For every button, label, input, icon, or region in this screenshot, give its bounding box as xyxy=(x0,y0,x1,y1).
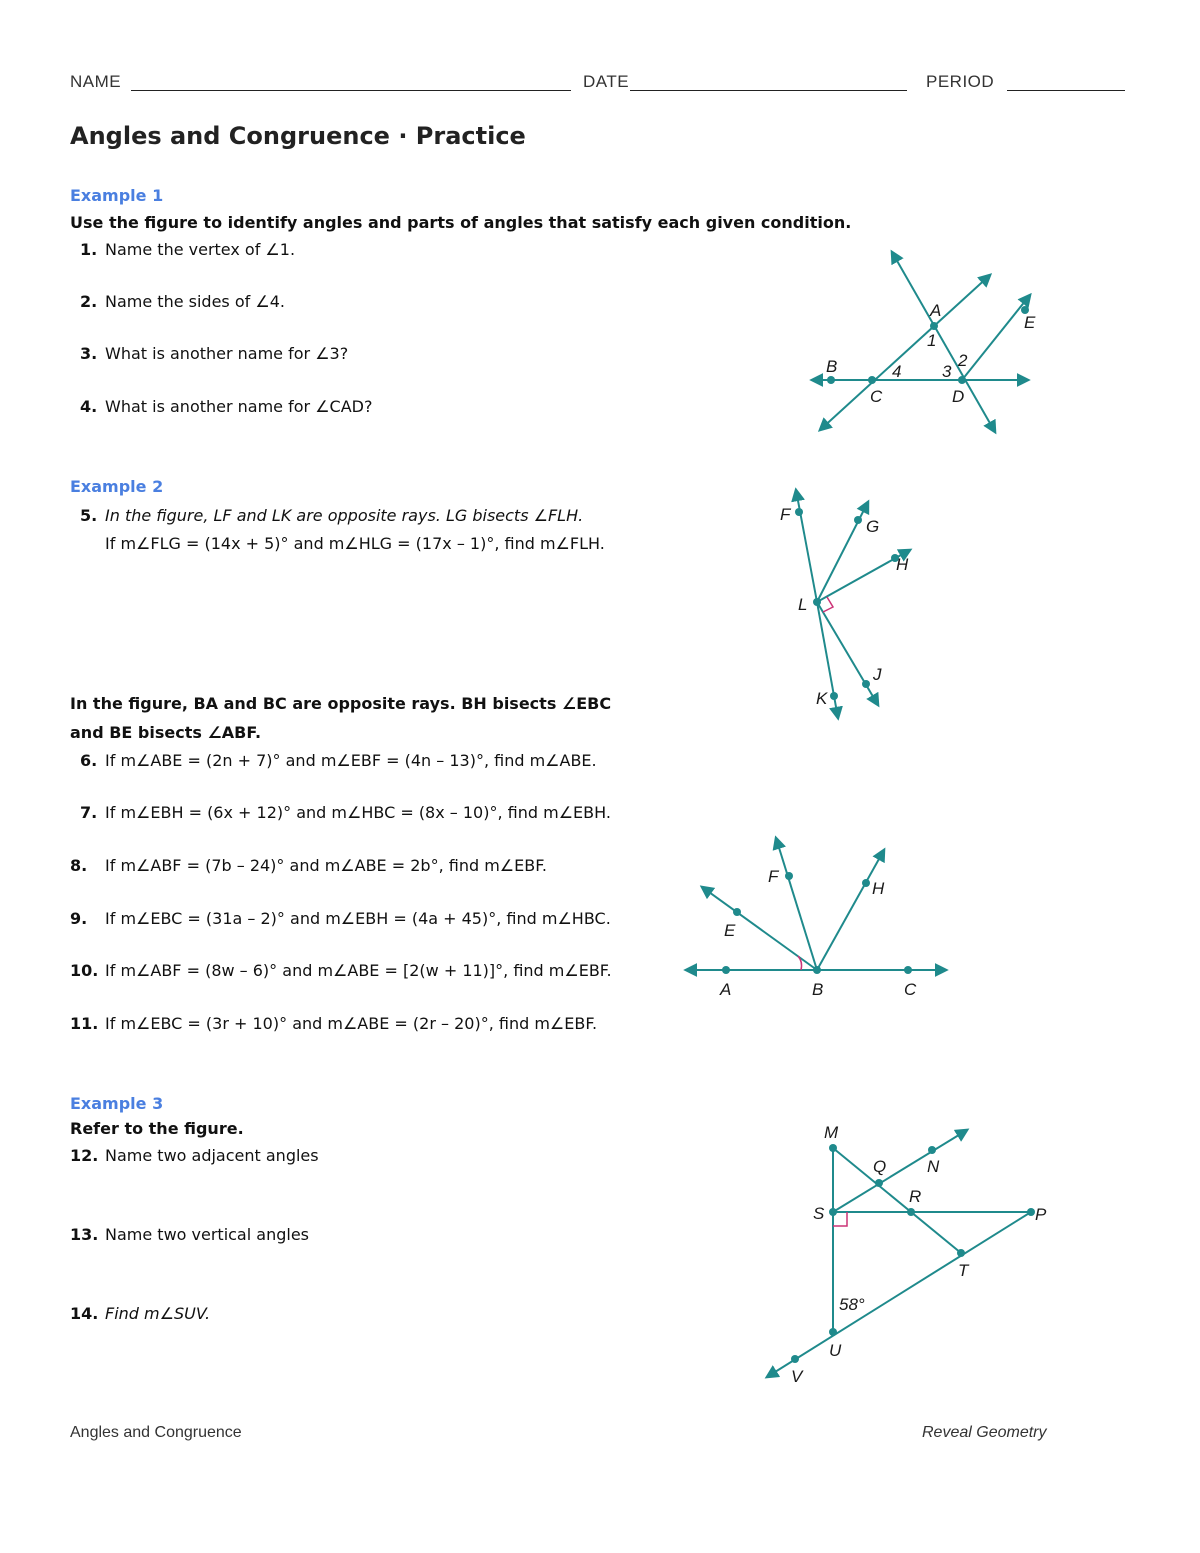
date-field[interactable] xyxy=(630,90,907,91)
period-label: PERIOD xyxy=(926,72,995,91)
figure-l xyxy=(770,480,920,725)
name-label: NAME xyxy=(70,72,122,91)
example-2-intro-line-1: In the figure, BA and BC are opposite rays. BH bisects ∠EBC xyxy=(70,694,612,713)
footer-right: Reveal Geometry xyxy=(922,1424,1047,1441)
fig1-label-4: 4 xyxy=(892,362,902,381)
figl-label-j: J xyxy=(873,665,882,684)
question-5-line-2: If m∠FLG = (14x + 5)° and m∠HLG = (17x – 1)°, find m∠FLH. xyxy=(105,534,605,553)
figb-label-b: B xyxy=(812,980,824,999)
fig3-label-r: R xyxy=(909,1187,922,1206)
question-14: 14. Find m∠SUV. xyxy=(70,1304,211,1323)
question-6: 6. If m∠ABE = (2n + 7)° and m∠EBF = (4n – 13)°, find m∠ABE. xyxy=(80,751,597,770)
question-2: 2. Name the sides of ∠4. xyxy=(80,292,285,311)
figl-label-g: G xyxy=(866,517,880,536)
figure-b xyxy=(680,830,955,1005)
figl-label-k: K xyxy=(816,689,828,708)
fig3-label-v: V xyxy=(791,1367,803,1386)
ray-de xyxy=(962,295,1030,380)
fig1-label-c: C xyxy=(870,387,883,406)
figb-label-e: E xyxy=(724,921,736,940)
question-10: 10. If m∠ABF = (8w – 6)° and m∠ABE = [2(w + 11)]°, find m∠EBF. xyxy=(70,961,612,980)
fig1-label-a: A xyxy=(930,301,942,320)
line-ad xyxy=(892,252,995,432)
question-3: 3. What is another name for ∠3? xyxy=(80,344,349,363)
figl-label-l: L xyxy=(798,595,808,614)
question-8: 8. If m∠ABF = (7b – 24)° and m∠ABE = 2b°, find m∠EBF. xyxy=(70,856,547,875)
fig1-label-2: 2 xyxy=(958,351,968,370)
fig3-label-s: S xyxy=(813,1204,825,1223)
question-11: 11. If m∠EBC = (3r + 10)° and m∠ABE = (2r – 20)°, find m∠EBF. xyxy=(70,1014,598,1033)
period-field[interactable] xyxy=(1007,90,1125,91)
figure-1 xyxy=(800,240,1040,440)
fig1-label-1: 1 xyxy=(927,331,937,350)
example-1-heading: Example 1 xyxy=(70,186,164,205)
question-4: 4. What is another name for ∠CAD? xyxy=(80,397,373,416)
figl-label-f: F xyxy=(780,505,791,524)
figl-label-h: H xyxy=(896,555,909,574)
question-7: 7. If m∠EBH = (6x + 12)° and m∠HBC = (8x – 10)°, find m∠EBH. xyxy=(80,803,611,822)
page-title: Angles and Congruence · Practice xyxy=(70,122,526,150)
fig3-label-m: M xyxy=(824,1123,839,1142)
question-1: 1. Name the vertex of ∠1. xyxy=(80,240,296,259)
example-3-instruction: Refer to the figure. xyxy=(70,1119,244,1138)
fig3-label-q: Q xyxy=(873,1157,887,1176)
fig1-label-3: 3 xyxy=(942,362,952,381)
fig1-label-d: D xyxy=(952,387,965,406)
example-2-intro-line-2: and BE bisects ∠ABF. xyxy=(70,723,262,742)
figb-label-a: A xyxy=(720,980,732,999)
fig3-angle-label: 58° xyxy=(839,1295,865,1314)
figb-label-c: C xyxy=(904,980,917,999)
fig1-label-e: E xyxy=(1024,313,1036,332)
figb-label-h: H xyxy=(872,879,885,898)
fig3-label-t: T xyxy=(958,1261,969,1280)
fig3-label-u: U xyxy=(829,1341,842,1360)
question-9: 9. If m∠EBC = (31a – 2)° and m∠EBH = (4a + 45)°, find m∠HBC. xyxy=(70,909,611,928)
footer-left: Angles and Congruence xyxy=(70,1424,242,1441)
question-13: 13. Name two vertical angles xyxy=(70,1225,309,1244)
fig3-label-p: P xyxy=(1035,1205,1047,1224)
fig1-label-b: B xyxy=(826,357,838,376)
example-1-instruction: Use the figure to identify angles and parts of angles that satisfy each given condition. xyxy=(70,213,852,232)
example-3-heading: Example 3 xyxy=(70,1094,164,1113)
figure-3 xyxy=(755,1120,1060,1390)
date-label: DATE xyxy=(583,72,630,91)
question-12: 12. Name two adjacent angles xyxy=(70,1146,319,1165)
name-field[interactable] xyxy=(131,90,571,91)
example-2-heading: Example 2 xyxy=(70,477,164,496)
question-5: 5. In the figure, LF and LK are opposite rays. LG bisects ∠FLH. xyxy=(80,506,584,525)
fig3-label-n: N xyxy=(927,1157,940,1176)
figb-label-f: F xyxy=(768,867,779,886)
